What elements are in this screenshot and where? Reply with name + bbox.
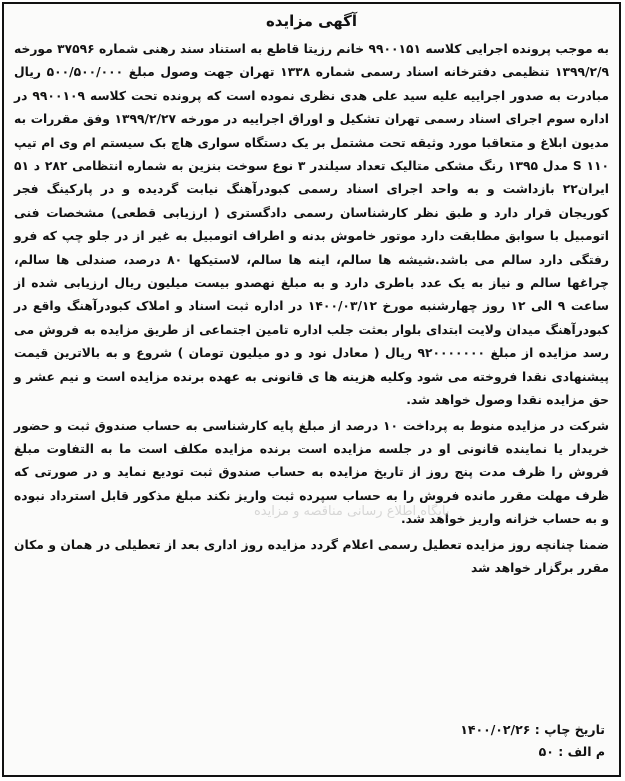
print-date: تاریخ چاپ : ۱۴۰۰/۰۲/۲۶	[460, 722, 605, 737]
reference-number: م الف : ۵۰	[538, 744, 605, 759]
notice-frame	[2, 2, 621, 777]
notice-paragraph-main: به موجب پرونده اجرایی کلاسه ۹۹۰۰۱۵۱ خانم رزیتا قاطع به استناد سند رهنی شماره ۳۷۵۹۶ مورخه ۱۳۹۹/۲/۹ تنظیمی دفترخانه اسناد رسمی شماره ۱۳۳۸ تهران جهت وصول مبلغ ۵۰۰/۵۰۰/۰۰۰ ریال مبادرت به صدور اجراییه علیه سید علی هدی نظری نموده است که پرونده تحت کلاسه ۹۹۰۰۱۰۹ در اداره سوم اجرای اسناد رسمی تهران تشکیل و اوراق اجراییه در مورخه ۱۳۹۹/۲/۲۷ وفق مقررات به مدیون ابلاغ و متعاقبا مورد وثیقه تحت مشتمل بر یک دستگاه سواری هاچ بک سیستم ام وی ام تیپ ۱۱۰ S مدل ۱۳۹۵ رنگ مشکی متالیک تعداد سیلندر ۳ نوع سوخت بنزین به شماره انتظامی ۲۸۲ د ۵۱ ایران۲۲ بازداشت و به واحد اجرای اسناد رسمی کبودرآهنگ نیابت گردیده و در پارکینگ فجر کوریجان قرار دارد و طبق نظر کارشناسان رسمی دادگستری ( ارزیابی قطعی) مشخصات فنی اتومبیل با سوابق مطابقت دارد موتور خاموش بدنه و اطراف اتومبیل به غیر از در جلو چپ که فرو رفتگی دارد سالم می باشد.شیشه ها سالم، اینه ها سالم، لاستیکها ۸۰ درصد، صندلی ها سالم، چراغها سالم و نیاز به یک عدد باطری دارد و به مبلغ نهصدو بیست میلیون ریال ارزیابی شده از ساعت ۹ الی ۱۲ روز چهارشنبه مورخ ۱۴۰۰/۰۳/۱۲ در اداره ثبت اسناد و املاک کبودرآهنگ واقع در کبودرآهنگ میدان ولایت ابتدای بلوار بعثت جلب اداره تامین اجتماعی از طریق مزایده به فروش می رسد مزایده از مبلغ ۹۲۰۰۰۰۰۰۰ ریال ( معادل نود و دو میلیون تومان ) شروع و به بالاترین قیمت پیشنهادی نقدا فروخته می شود وکلیه هزینه ها ی قانونی به عهده برنده مزایده است و نیم عشر و حق مزایده نقدا وصول خواهد شد.	[14, 42, 610, 408]
notice-body	[14, 38, 609, 580]
watermark-text: پایگاه اطلاع رسانی مناقصه و مزایده	[254, 504, 450, 519]
notice-paragraph-conditions: شرکت در مزایده منوط به پرداخت ۱۰ درصد از مبلغ پایه کارشناسی به حساب صندوق ثبت و حضور خریدار یا نماینده قانونی او در جلسه مزایده است برنده مزایده مکلف است ما به التفاوت مبلغ فروش را ظرف مدت پنج روز از تاریخ مزایده به حساب صندوق ثبت تودیع نماید و در صورتی که ظرف مهلت مقرر مانده فروش را به حساب سپرده ثبت واریز نکند مبلغ مذکور قابل استرداد نبوده و به حساب خزانه واریز خواهد شد.	[14, 418, 609, 527]
notice-footer	[460, 719, 605, 763]
notice-paragraph-holiday: ضمنا چنانچه روز مزایده تعطیل رسمی اعلام گردد مزایده روز اداری بعد از تعطیلی در همان و مکان مقرر برگزار خواهد شد	[14, 537, 609, 575]
notice-title: آگهی مزایده	[265, 12, 358, 30]
